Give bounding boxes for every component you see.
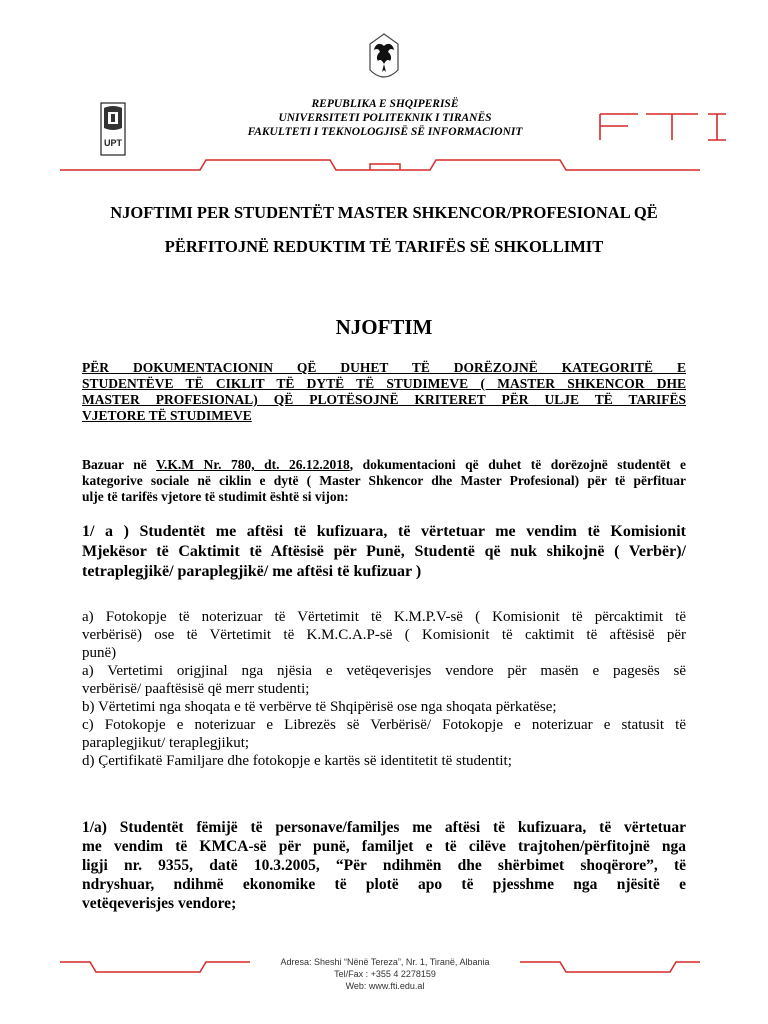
list-item: punë) [82,645,117,661]
list-item: d) Çertifikatë Familjare dhe fotokopje e kartës së identitetit të studentit; [82,753,512,769]
footer-web-link[interactable]: Web: www.fti.edu.al [345,981,425,991]
section-2-line-3: ligji nr. 9355, datë 10.3.2005, “Për ndihmën dhe shërbimet shoqërore”, të [82,857,686,874]
section-2-line-5: vetëqeverisjes vendore; [82,895,237,912]
intro-line-2: kategorive sociale në ciklin e dytë ( Master Shkencor dhe Master Profesional) për të përfituar [82,473,686,488]
institution-header [190,97,580,139]
section-2-heading [82,818,686,913]
header-line-1: REPUBLIKA E SHQIPERISË [311,98,459,110]
title-line-1: NJOFTIMI PER STUDENTËT MASTER SHKENCOR/PROFESIONAL QË [110,203,658,222]
upt-logo-label: UPT [104,138,122,148]
notice-heading: NJOFTIM [335,315,433,339]
section-1-heading [82,522,686,582]
subtitle-line-1: PËR DOKUMENTACIONIN QË DUHET TË DORËZOJNË KATEGORITË E [82,360,686,375]
intro-rest: , dokumentacioni që duhet të dorëzojnë studentët e [349,457,686,472]
section-2-line-4: ndryshuar, ndihmë ekonomike të plotë apo të pjesshme nga njësitë e [82,876,686,893]
title-line-2: PËRFITOJNË REDUKTIM TË TARIFËS SË SHKOLLIMIT [164,237,604,256]
section-2-line-1: 1/a) Studentët fëmijë të personave/familjes me aftësi të kufizuara, të vërtetuar [82,819,686,836]
subtitle-line-4: VJETORE TË STUDIMEVE [82,408,252,423]
notice-subtitle [82,360,686,424]
footer-address: Adresa: Sheshi “Nënë Tereza”, Nr. 1, Tiranë, Albania [280,957,490,967]
list-item: c) Fotokopje e noterizuar e Librezës së Verbërisë/ Fotokopje e noterizuar e statusit të [82,717,686,733]
document-title [60,196,708,264]
section-1-line-1: 1/ a ) Studentët me aftësi të kufizuara, të vërtetuar me vendim të Komisionit [82,523,686,540]
vkm-reference-link[interactable]: V.K.M Nr. 780, dt. 26.12.2018 [156,457,350,472]
section-2-line-2: me vendim të KMCA-së për punë, familjet e të cilëve trajtohen/përfitojnë nga [82,838,686,855]
footer-phone: Tel/Fax : +355 4 2278159 [334,969,436,979]
intro-line-3: ulje të tarifës vjetore të studimit është si vijon: [82,489,349,504]
footer-contact [250,956,520,992]
document-requirements-list [82,608,686,770]
list-item: a) Vertetimi origjinal nga njësia e vetëqeverisjes vendore për masën e pagesës së [82,663,686,679]
intro-paragraph [82,457,686,505]
list-item: a) Fotokopje të noterizuar të Vërtetimit të K.M.P.V-së ( Komisionit të përcaktimit të [82,609,686,625]
list-item: verbërisë/ paaftësisë që merr studenti; [82,681,310,697]
subtitle-line-3: MASTER PROFESIONAL) QË PLOTËSOJNË KRITERET PËR ULJE TË TARIFËS [82,392,686,407]
header-divider [0,0,768,180]
list-item: verbërisë) ose të Vërtetimit të K.M.C.A.P-së ( Komisionit të caktimit të aftësisë për [82,627,686,643]
header-line-2: UNIVERSITETI POLITEKNIK I TIRANËS [278,112,492,124]
header-line-3: FAKULTETI I TEKNOLOGJISË SË INFORMACIONIT [247,126,523,138]
subtitle-line-2: STUDENTËVE TË CIKLIT TË DYTË TË STUDIMEVE ( MASTER SHKENCOR DHE [82,376,686,391]
list-item: b) Vërtetimi nga shoqata e të verbërve të Shqipërisë ose nga shoqata përkatëse; [82,699,557,715]
section-1-line-2: Mjekësor të Caktimit të Aftësisë për Punë, Studentë që nuk shikojnë ( Verbër)/ [82,543,686,560]
intro-prefix: Bazuar në [82,457,157,472]
intro-line-1 [82,457,686,473]
section-1-line-3: tetraplegjikë/ paraplegjikë/ me aftësi të kufizuar ) [82,563,422,580]
list-item: paraplegjikut/ teraplegjikut; [82,735,250,751]
